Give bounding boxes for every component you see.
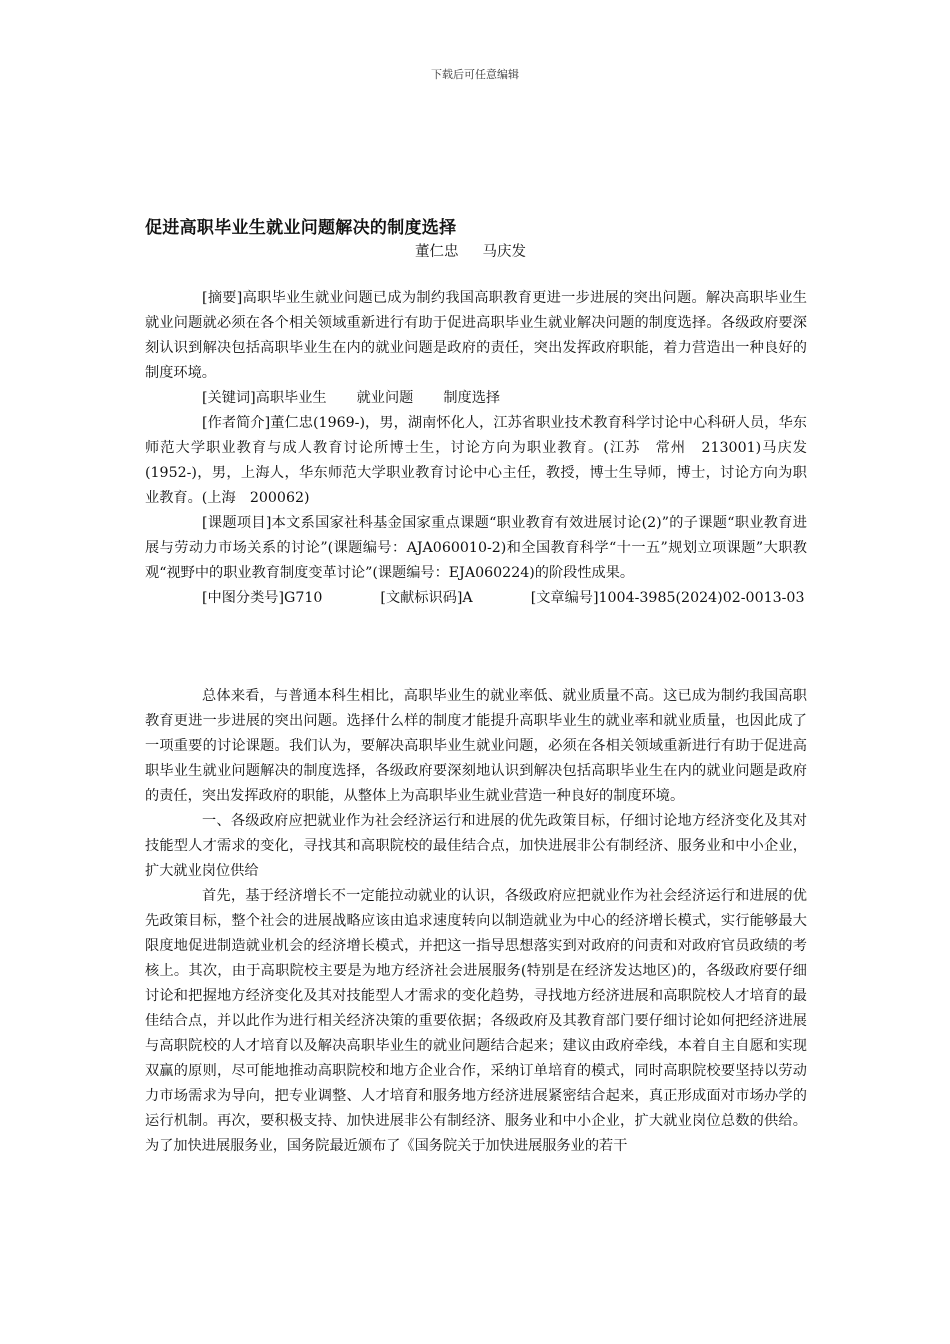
article-number: [文章编号]1004-3985(2024)02-0013-03: [530, 590, 805, 606]
document-code: [文献标识码]A: [380, 590, 473, 606]
keywords: [145, 386, 807, 411]
authors: [415, 240, 526, 261]
body-paragraph: 首先，基于经济增长不一定能拉动就业的认识，各级政府应把就业作为社会经济运行和进展的优先政策目标，整个社会的进展战略应该由追求速度转向以制造就业为中心的经济增长模式，实行能够最大限度地促进制造就业机会的经济增长模式，并把这一指导思想落实到对政府的问责和对政府官员政绩的考核上。其次，由于高职院校主要是为地方经济社会进展服务(特别是在经济发达地区)的，各级政府要仔细讨论和把握地方经济变化及其对技能型人才需求的变化趋势，寻找地方经济进展和高职院校人才培育的最佳结合点，并以此作为进行相关经济决策的重要依据；各级政府及其教育部门要仔细讨论如何把经济进展与高职院校的人才培育以及解决高职毕业生的就业问题结合起来；建议由政府牵线，本着自主自愿和实现双赢的原则，尽可能地推动高职院校和地方企业合作，采纳订单培育的模式，同时高职院校要坚持以劳动力市场需求为导向，把专业调整、人才培育和服务地方经济进展紧密结合起来，真正形成面对市场办学的运行机制。再次，要积极支持、加快进展非公有制经济、服务业和中小企业，扩大就业岗位总数的供给。为了加快进展服务业，国务院最近颁布了《国务院关于加快进展服务业的若干: [145, 888, 807, 1154]
body-paragraph: 总体来看，与普通本科生相比，高职毕业生的就业率低、就业质量不高。这已成为制约我国高职教育更进一步进展的突出问题。选择什么样的制度才能提升高职毕业生的就业率和就业质量，也因此成了一项重要的讨论课题。我们认为，要解决高职毕业生就业问题，必须在各相关领域重新进行有助于促进高职毕业生就业问题解决的制度选择，各级政府要深刻地认识到解决包括高职毕业生在内的就业问题是政府的责任，突出发挥政府的职能，从整体上为高职毕业生就业营造一种良好的制度环境。: [145, 688, 807, 804]
clc-number: [中图分类号]G710: [202, 590, 323, 606]
abstract: [摘要]高职毕业生就业问题已成为制约我国高职教育更进一步进展的突出问题。解决高职毕业生就业问题就必须在各个相关领域重新进行有助于促进高职毕业生就业解决问题的制度选择。各级政府要深刻认识到解决包括高职毕业生在内的就业问题是政府的责任，突出发挥政府职能，着力营造出一种良好的制度环境。: [145, 290, 807, 381]
author-name: 董仁忠: [415, 244, 459, 260]
author-name: 马庆发: [482, 244, 526, 260]
article-body: [145, 684, 807, 1159]
article-title: 促进高职毕业生就业问题解决的制度选择: [145, 218, 457, 238]
keyword: 就业问题: [356, 390, 414, 406]
section-heading: 一、各级政府应把就业作为社会经济运行和进展的优先政策目标，仔细讨论地方经济变化及其对技能型人才需求的变化，寻找其和高职院校的最佳结合点，加快进展非公有制经济、服务业和中小企业，扩大就业岗位供给: [145, 813, 807, 879]
front-matter: [145, 286, 807, 611]
author-intro: [作者简介]董仁忠(1969-)，男，湖南怀化人，江苏省职业技术教育科学讨论中心科研人员，华东师范大学职业教育与成人教育讨论所博士生，讨论方向为职业教育。(江苏 常州 213001)马庆发(1952-)，男，上海人，华东师范大学职业教育讨论中心主任，教授，博士生导师，博士，讨论方向为职业教育。(上海 200062): [145, 415, 807, 506]
header-note: 下载后可任意编辑: [431, 68, 519, 81]
project-info: [课题项目]本文系国家社科基金国家重点课题“职业教育有效进展讨论(2)”的子课题“职业教育进展与劳动力市场关系的讨论”(课题编号：AJA060010-2)和全国教育科学“十一五”规划立项课题”大职教观“视野中的职业教育制度变革讨论”(课题编号：EJA060224)的阶段性成果。: [145, 515, 807, 581]
keywords-label: [关键词]: [202, 390, 256, 406]
keyword: 制度选择: [443, 390, 501, 406]
keyword: 高职毕业生: [255, 390, 327, 406]
classification: [145, 586, 807, 611]
